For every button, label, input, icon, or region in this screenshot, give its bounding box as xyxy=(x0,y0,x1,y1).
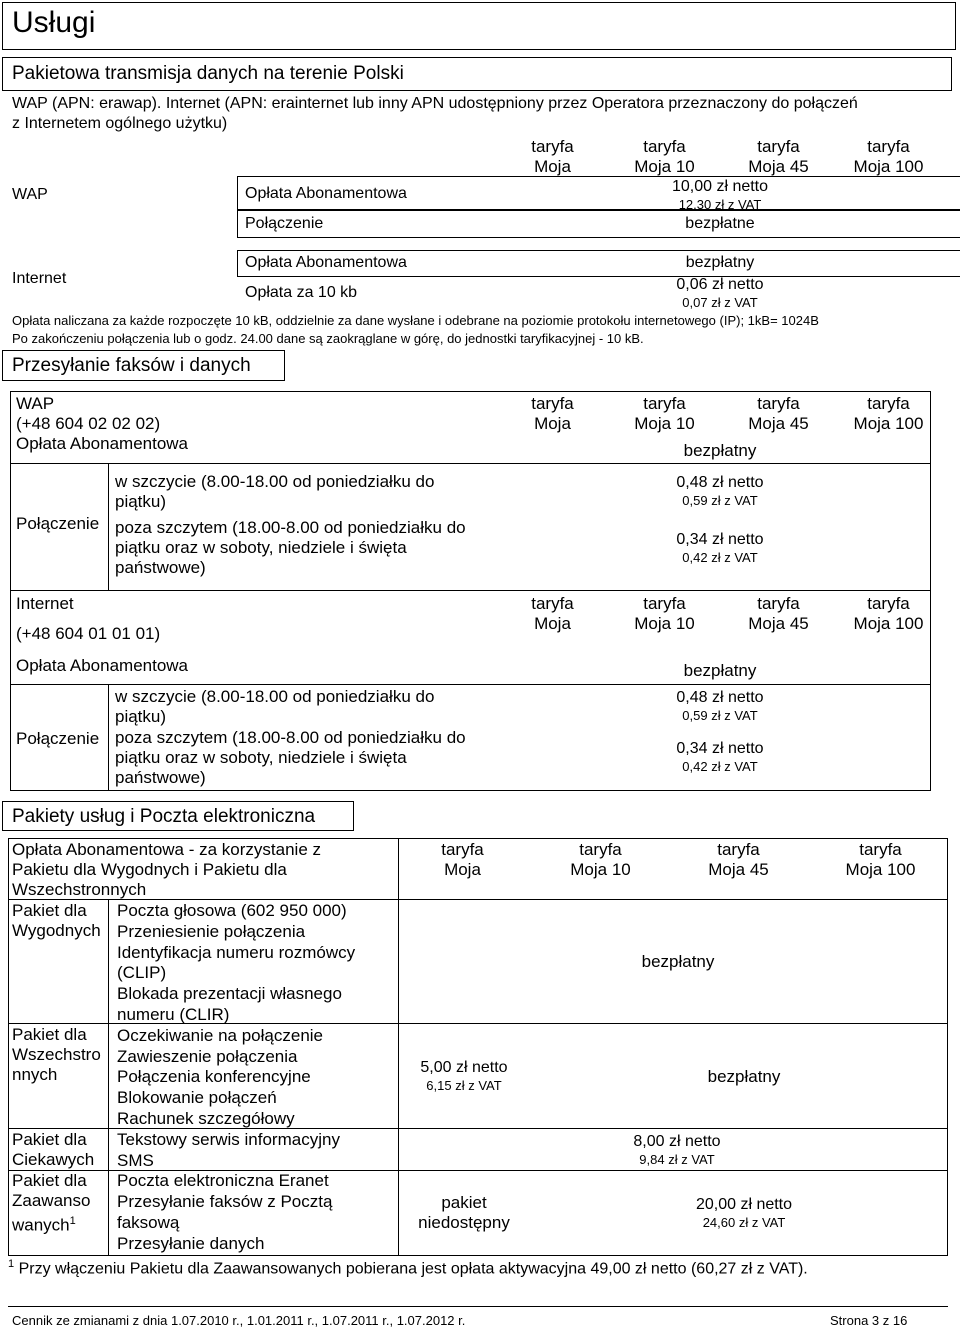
service-item: Identyfikacja numeru rozmówcy xyxy=(117,942,356,962)
s2-internet-offpeak-price: 0,34 zł netto 0,42 zł z VAT xyxy=(676,740,764,774)
section-2-title: Przesyłanie faksów i danych xyxy=(12,355,251,376)
s2-internet-label: Internet xyxy=(16,594,74,613)
s3-fee-heading: Opłata Abonamentowa - za korzystanie z Pakietu dla Wygodnych i Pakietu dla Wszechstronnych xyxy=(12,840,321,899)
section-1-title: Pakietowa transmisja danych na terenie Polski xyxy=(12,63,404,84)
title-box xyxy=(2,2,956,50)
s1-col-moja-45: taryfa Moja 45 xyxy=(748,137,809,176)
s1-intro-line-2: z Internetem ogólnego użytku) xyxy=(12,115,228,132)
s1-col-moja-10: taryfa Moja 10 xyxy=(634,137,695,176)
s1-internet-label: Internet xyxy=(12,270,67,287)
s3-group-wszechstronnych: Pakiet dla Wszechstro nnych xyxy=(12,1025,101,1084)
service-item: faksową xyxy=(117,1212,180,1232)
s3-footnote: $^1$ Przy włączeniu Pakietu dla Zaawansowanych pobierana jest opłata aktywacyjna 49,00 zł netto (60,27 zł z VAT). xyxy=(8,1258,808,1278)
s3-services-list xyxy=(117,901,355,1255)
s3-ciekawych-price: 8,00 zł netto 9,84 zł z VAT xyxy=(633,1133,721,1167)
section-3-title: Pakiety usług i Poczta elektroniczna xyxy=(12,806,316,827)
s2-internet-fee-label: Opłata Abonamentowa xyxy=(16,656,189,675)
service-item: Przeniesienie połączenia xyxy=(117,921,306,941)
s3-wygodnych-value: bezpłatny xyxy=(641,952,715,971)
s2-wap-col-moja: taryfa Moja xyxy=(531,394,574,433)
s1-internet-fee-value: bezpłatny xyxy=(685,254,755,271)
s2-internet-fee-value: bezpłatny xyxy=(683,661,757,680)
s2-wap-conn-label: Połączenie xyxy=(16,514,100,533)
service-item: (CLIP) xyxy=(117,963,167,983)
s2-internet-number: (+48 604 01 01 01) xyxy=(16,624,161,643)
s3-wszech-moja-price: 5,00 zł netto 6,15 zł z VAT xyxy=(420,1059,508,1093)
s2-wap-peak-price: 0,48 zł netto 0,59 zł z VAT xyxy=(676,474,764,508)
service-item: numeru (CLIR) xyxy=(117,1004,230,1024)
s2-left-border xyxy=(10,391,11,791)
service-item: Poczta elektroniczna Eranet xyxy=(117,1171,329,1191)
s2-internet-col-moja-45: taryfa Moja 45 xyxy=(748,594,809,633)
s3-col-moja-10: taryfa Moja 10 xyxy=(570,840,631,879)
footer-page-number: Strona 3 z 16 xyxy=(830,1313,908,1328)
s2-wap-col-moja-10: taryfa Moja 10 xyxy=(634,394,695,433)
service-item: Przesyłanie faksów z Pocztą xyxy=(117,1192,333,1212)
service-item: SMS xyxy=(117,1150,154,1170)
s2-wap-col-moja-45: taryfa Moja 45 xyxy=(748,394,809,433)
s3-group-ciekawych: Pakiet dla Ciekawych xyxy=(12,1130,95,1169)
s2-wap-offpeak-label: poza szczytem (18.00-8.00 od poniedziałku do piątku oraz w soboty, niedziele i święta państwowe) xyxy=(115,518,466,577)
s1-internet-fee-label: Opłata Abonamentowa xyxy=(245,254,407,271)
s3-group-zaawansowanych: Pakiet dla Zaawanso wanych$^1$ xyxy=(12,1171,91,1235)
s3-group-wygodnych: Pakiet dla Wygodnych xyxy=(12,901,101,940)
s1-wap-row-divider xyxy=(237,210,960,211)
s2-wap-number: (+48 604 02 02 02) xyxy=(16,414,161,433)
service-item: Połączenia konferencyjne xyxy=(117,1067,311,1087)
s1-wap-conn-value: bezpłatne xyxy=(685,215,755,232)
s2-internet-peak-price: 0,48 zł netto 0,59 zł z VAT xyxy=(676,689,764,723)
s1-note-1: Opłata naliczana za każde rozpoczęte 10 kB, oddzielnie za dane wysłane i odebrane na poziomie protokołu internetowego (IP); 1kB= 1024B xyxy=(12,313,819,328)
service-item: Tekstowy serwis informacyjny xyxy=(117,1129,340,1149)
s2-internet-conn-label: Połączenie xyxy=(16,729,100,748)
s2-internet-peak-label: w szczycie (8.00-18.00 od poniedziałku do piątku) xyxy=(115,687,435,726)
page-title: Usługi xyxy=(12,6,96,39)
s1-wap-label: WAP xyxy=(12,186,48,203)
service-item: Blokowanie połączeń xyxy=(117,1088,277,1108)
s1-wap-fee-price: 10,00 zł netto 12,30 zł z VAT xyxy=(671,178,769,212)
s1-col-moja-100: taryfa Moja 100 xyxy=(853,137,924,176)
s3-zaaw-price: 20,00 zł netto 24,60 zł z VAT xyxy=(695,1196,793,1230)
service-item: Zawieszenie połączenia xyxy=(117,1046,298,1066)
s1-internet-kb-label: Opłata za 10 kb xyxy=(245,284,358,301)
s2-wap-label: WAP xyxy=(16,394,55,413)
s2-internet-col-moja-100: taryfa Moja 100 xyxy=(853,594,924,633)
s2-wap-offpeak-price: 0,34 zł netto 0,42 zł z VAT xyxy=(676,531,764,565)
s2-wap-col-moja-100: taryfa Moja 100 xyxy=(853,394,924,433)
service-item: Poczta głosowa (602 950 000) xyxy=(117,901,347,920)
s2-internet-offpeak-label: poza szczytem (18.00-8.00 od poniedziałku do piątku oraz w soboty, niedziele i święta państwowe) xyxy=(115,728,466,787)
service-item: Blokada prezentacji własnego xyxy=(117,984,342,1004)
s3-zaaw-moja-value: pakiet niedostępny xyxy=(418,1193,510,1232)
service-item: Rachunek szczegółowy xyxy=(117,1108,295,1128)
s2-internet-col-moja-10: taryfa Moja 10 xyxy=(634,594,695,633)
s3-wszech-others-value: bezpłatny xyxy=(707,1067,781,1086)
footer-rule xyxy=(8,1306,948,1307)
s1-intro-line-1: WAP (APN: erawap). Internet (APN: erainternet lub inny APN udostępniony przez Operatora przeznaczony do połączeń xyxy=(12,95,858,112)
s1-note-2: Po zakończeniu połączenia lub o godz. 24.00 dane są zaokrąglane w górę, do jednostki taryfikacyjnej - 10 kB. xyxy=(12,331,644,346)
service-item: Oczekiwanie na połączenie xyxy=(117,1025,324,1045)
service-item: Przesyłanie danych xyxy=(117,1233,265,1253)
s1-wap-fee-label: Opłata Abonamentowa xyxy=(245,185,407,202)
s3-col-moja: taryfa Moja xyxy=(441,840,484,879)
s1-col-moja: taryfa Moja xyxy=(531,137,574,176)
s2-internet-col-moja: taryfa Moja xyxy=(531,594,574,633)
s3-col-moja-45: taryfa Moja 45 xyxy=(708,840,769,879)
s2-wap-fee-label: Opłata Abonamentowa xyxy=(16,434,189,453)
s2-wap-fee-value: bezpłatny xyxy=(683,441,757,460)
s1-wap-conn-label: Połączenie xyxy=(245,215,324,232)
s2-wap-peak-label: w szczycie (8.00-18.00 od poniedziałku do piątku) xyxy=(115,472,435,511)
s3-col-moja-100: taryfa Moja 100 xyxy=(845,840,916,879)
s1-internet-kb-price: 0,06 zł netto 0,07 zł z VAT xyxy=(676,276,764,310)
footer-left: Cennik ze zmianami z dnia 1.07.2010 r., 1.01.2011 r., 1.07.2011 r., 1.07.2012 r. xyxy=(12,1313,466,1328)
